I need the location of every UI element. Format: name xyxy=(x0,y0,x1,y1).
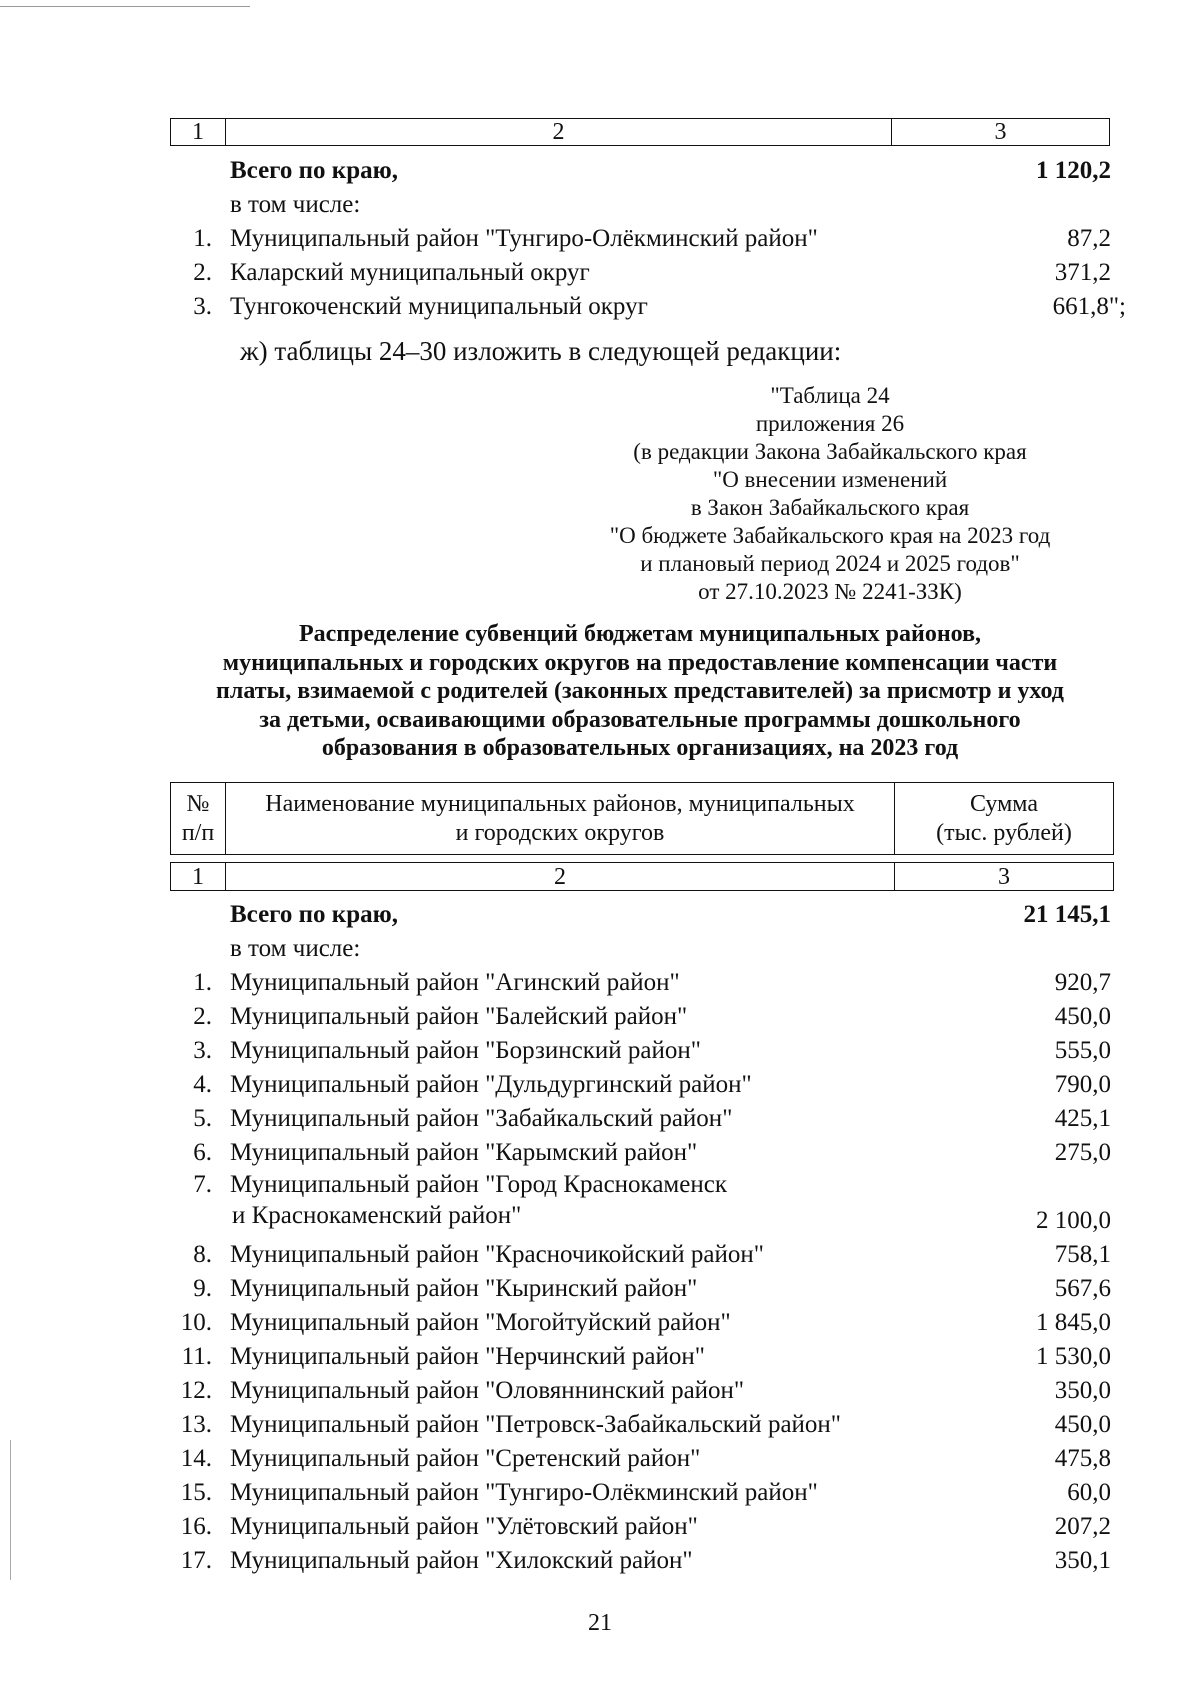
row-value: 350,0 xyxy=(1054,1377,1111,1404)
header-num-line: № xyxy=(186,790,210,817)
row-value: 371,2 xyxy=(1054,259,1111,286)
row-value: 450,0 xyxy=(1054,1411,1111,1438)
row-number: 3. xyxy=(193,1037,212,1064)
index-col-2: 2 xyxy=(226,863,895,891)
row-value: 60,0 xyxy=(1067,1479,1111,1506)
row-value: 350,1 xyxy=(1054,1547,1111,1574)
table-row xyxy=(0,1168,1200,1202)
row-number: 15. xyxy=(180,1479,212,1506)
row-number: 2. xyxy=(193,259,212,286)
row-number: 8. xyxy=(193,1241,212,1268)
row-number: 7. xyxy=(193,1171,212,1198)
top-header-col-3: 3 xyxy=(892,119,1110,146)
row-name: Муниципальный район "Агинский район" xyxy=(230,969,680,996)
header-name-cell xyxy=(226,783,895,855)
row-name: Муниципальный район "Петровск-Забайкальский район" xyxy=(230,1411,841,1438)
row-name: Тунгокоченский муниципальный округ xyxy=(230,293,648,320)
row-number: 1. xyxy=(193,225,212,252)
main-total-label: Всего по краю, xyxy=(230,901,398,928)
table-row xyxy=(0,1510,1200,1544)
row-value: 425,1 xyxy=(1054,1105,1111,1132)
header-name-line: Наименование муниципальных районов, муниципальных xyxy=(265,790,855,817)
row-name: Муниципальный район "Дульдургинский район" xyxy=(230,1071,752,1098)
table-note-line: "О бюджете Забайкальского края на 2023 год xyxy=(609,523,1051,548)
row-value: 790,0 xyxy=(1054,1071,1111,1098)
row-number: 3. xyxy=(193,293,212,320)
top-table-row xyxy=(0,222,1200,256)
document-title xyxy=(165,620,1115,763)
index-col-3: 3 xyxy=(895,863,1114,891)
row-number: 11. xyxy=(181,1343,212,1370)
header-sum-line: (тыс. рублей) xyxy=(936,819,1072,846)
table-row xyxy=(0,1136,1200,1170)
page-number: 21 xyxy=(588,1610,612,1636)
table-row xyxy=(0,1102,1200,1136)
row-number: 4. xyxy=(193,1071,212,1098)
row-name: Муниципальный район "Улётовский район" xyxy=(230,1513,698,1540)
row-value: 555,0 xyxy=(1054,1037,1111,1064)
table-note-line: "О внесении изменений xyxy=(712,467,948,492)
top-total-value: 1 120,2 xyxy=(1036,157,1111,184)
row-name: Муниципальный район "Хилокский район" xyxy=(230,1547,693,1574)
title-line: за детьми, осваивающими образовательные программы дошкольного xyxy=(259,706,1021,733)
table-row xyxy=(0,1034,1200,1068)
main-table-index-row xyxy=(170,862,1114,891)
row-number: 14. xyxy=(180,1445,212,1472)
title-line: Распределение субвенций бюджетам муниципальных районов, xyxy=(298,621,982,647)
row-name: Муниципальный район "Карымский район" xyxy=(230,1139,698,1166)
row-name: Муниципальный район "Кыринский район" xyxy=(230,1275,698,1302)
index-col-1: 1 xyxy=(171,863,226,891)
row-number: 17. xyxy=(180,1547,212,1574)
scan-artifact-line xyxy=(0,6,250,7)
table-note-line: в Закон Забайкальского края xyxy=(690,495,970,520)
row-value: 450,0 xyxy=(1054,1003,1111,1030)
title-line: платы, взимаемой с родителей (законных представителей) за присмотр и уход xyxy=(216,678,1064,704)
title-line: образования в образовательных организациях, на 2023 год xyxy=(321,735,959,761)
top-header-col-1: 1 xyxy=(171,119,226,146)
row-name: Муниципальный район "Могойтуйский район" xyxy=(230,1309,731,1336)
table-row xyxy=(0,1544,1200,1578)
row-value: 475,8 xyxy=(1054,1445,1111,1472)
row-name: Муниципальный район "Нерчинский район" xyxy=(230,1343,705,1370)
table-note-line: приложения 26 xyxy=(755,411,905,436)
row-name: Муниципальный район "Тунгиро-Олёкминский район" xyxy=(230,1479,818,1506)
table-row xyxy=(0,1442,1200,1476)
row-name: Муниципальный район "Борзинский район" xyxy=(230,1037,701,1064)
top-total-label: Всего по краю, xyxy=(230,157,398,184)
row-number: 10. xyxy=(180,1309,212,1336)
row-value: 275,0 xyxy=(1054,1139,1111,1166)
row-name: Муниципальный район "Тунгиро-Олёкминский район" xyxy=(230,225,818,252)
table-row xyxy=(0,1000,1200,1034)
table-row-continuation xyxy=(0,1199,1200,1233)
row-number: 6. xyxy=(193,1139,212,1166)
row-number: 2. xyxy=(193,1003,212,1030)
row-value: 661,8"; xyxy=(1052,293,1126,320)
top-table-row xyxy=(0,290,1200,324)
row-name: Муниципальный район "Красночикойский район" xyxy=(230,1241,764,1268)
top-table-row xyxy=(0,256,1200,290)
table-note-line: "Таблица 24 xyxy=(770,383,890,408)
row-number: 12. xyxy=(180,1377,212,1404)
top-header-col-2: 2 xyxy=(226,119,892,146)
row-number: 9. xyxy=(193,1275,212,1302)
title-line: муниципальных и городских округов на предоставление компенсации части xyxy=(222,649,1058,676)
table-row xyxy=(0,1408,1200,1442)
row-value: 207,2 xyxy=(1054,1513,1111,1540)
top-total-row xyxy=(0,154,1200,188)
top-including-row xyxy=(0,188,1200,222)
row-value: 920,7 xyxy=(1054,969,1111,996)
header-sum-line: Сумма xyxy=(970,790,1038,817)
row-number: 13. xyxy=(180,1411,212,1438)
row-number: 1. xyxy=(193,969,212,996)
table-row xyxy=(0,966,1200,1000)
table-note-line: и плановый период 2024 и 2025 годов" xyxy=(640,551,1020,576)
row-value: 567,6 xyxy=(1054,1275,1111,1302)
main-table-header xyxy=(170,782,1114,855)
row-name: Муниципальный район "Оловяннинский район" xyxy=(230,1377,745,1404)
table-note xyxy=(540,382,1120,606)
table-row xyxy=(0,1340,1200,1374)
table-note-line: (в редакции Закона Забайкальского края xyxy=(633,439,1027,464)
row-name: Муниципальный район "Балейский район" xyxy=(230,1003,688,1030)
table-row xyxy=(0,1306,1200,1340)
row-name: Каларский муниципальный округ xyxy=(230,259,590,286)
row-name: Муниципальный район "Сретенский район" xyxy=(230,1445,701,1472)
main-including-row xyxy=(0,932,1200,966)
table-row xyxy=(0,1272,1200,1306)
top-including-label: в том числе: xyxy=(230,191,361,218)
row-number: 16. xyxy=(180,1513,212,1540)
row-value: 87,2 xyxy=(1067,225,1111,252)
table-row xyxy=(0,1476,1200,1510)
instruction-text: ж) таблицы 24–30 изложить в следующей редакции: xyxy=(240,336,842,366)
row-value: 1 530,0 xyxy=(1036,1343,1111,1370)
row-value: 1 845,0 xyxy=(1036,1309,1111,1336)
table-row xyxy=(0,1374,1200,1408)
main-total-value: 21 145,1 xyxy=(1023,901,1111,928)
row-name-continued: и Краснокаменский район" xyxy=(232,1202,522,1229)
top-table-header xyxy=(170,118,1110,146)
row-value: 2 100,0 xyxy=(1036,1207,1111,1234)
table-row xyxy=(0,1068,1200,1102)
main-total-row xyxy=(0,898,1200,932)
header-name-line: и городских округов xyxy=(455,819,665,846)
row-number: 5. xyxy=(193,1105,212,1132)
header-num-cell xyxy=(171,783,226,855)
header-sum-cell xyxy=(895,783,1114,855)
table-note-line: от 27.10.2023 № 2241-ЗЗК) xyxy=(698,579,962,604)
table-row xyxy=(0,1238,1200,1272)
header-num-line: п/п xyxy=(181,819,215,846)
row-name: Муниципальный район "Город Краснокаменск xyxy=(230,1171,727,1198)
row-value: 758,1 xyxy=(1054,1241,1111,1268)
main-including-label: в том числе: xyxy=(230,935,361,962)
row-name: Муниципальный район "Забайкальский район" xyxy=(230,1105,733,1132)
